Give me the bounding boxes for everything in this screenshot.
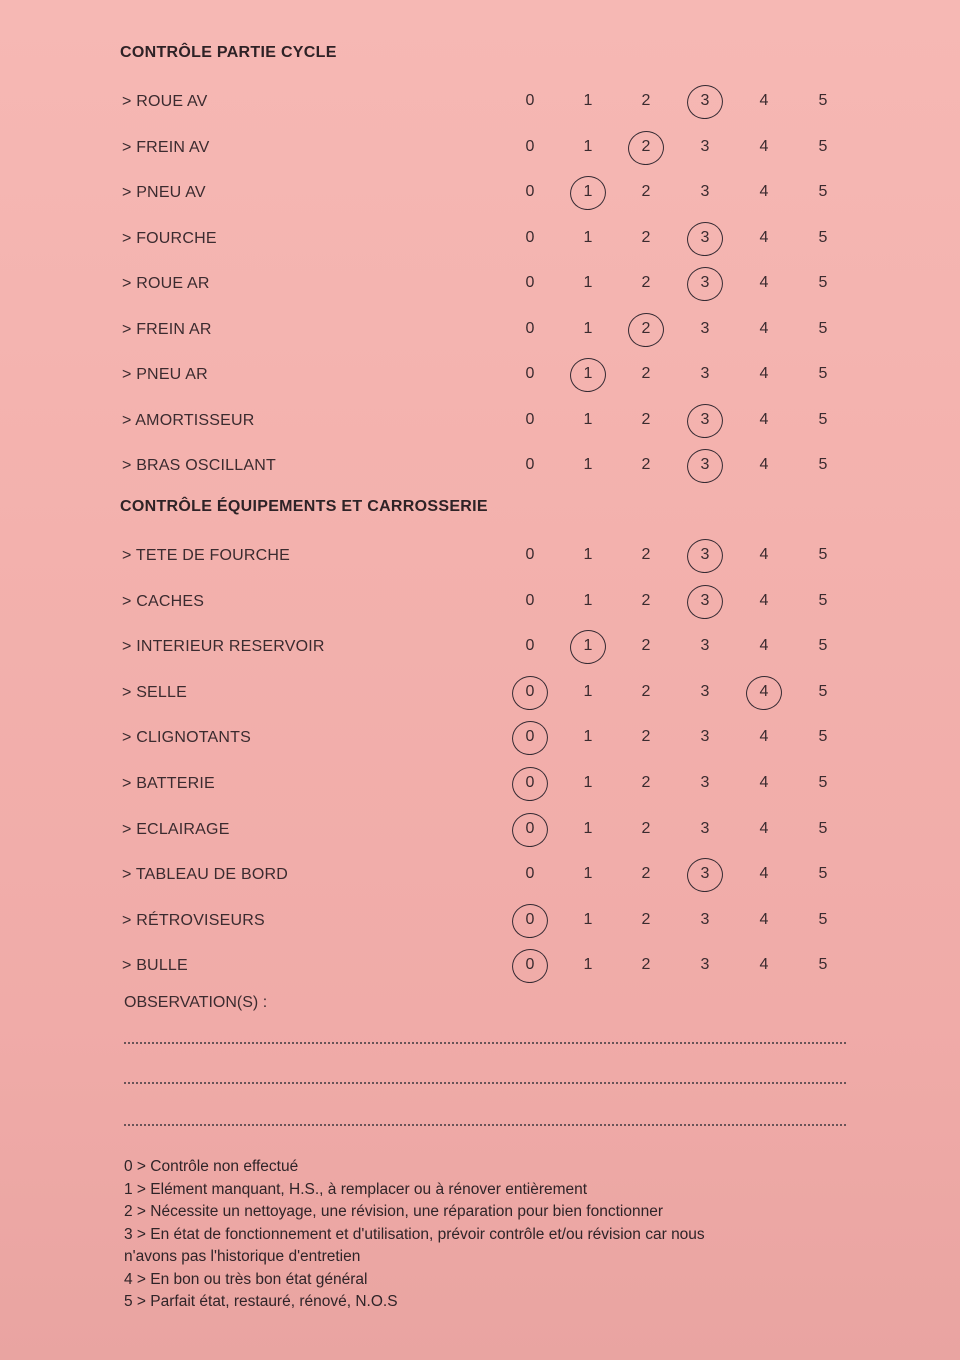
score-option-3[interactable]: 3	[693, 592, 717, 610]
checklist-row	[0, 589, 960, 619]
score-option-5[interactable]: 5	[818, 637, 828, 655]
score-option-4[interactable]: 4	[759, 92, 769, 109]
score-option-3[interactable]: 3	[700, 910, 710, 928]
checklist-item-label: > SELLE	[122, 683, 188, 701]
score-option-4[interactable]: 4	[759, 183, 769, 200]
score-option-1[interactable]: 1	[583, 410, 593, 428]
score-option-0[interactable]: 0	[518, 820, 542, 838]
checklist-item-label: > CLIGNOTANTS	[122, 729, 251, 747]
checklist-item-label: > INTERIEUR RESERVOIR	[122, 638, 325, 656]
checklist-row	[0, 953, 960, 983]
score-option-3[interactable]: 3	[700, 183, 710, 200]
score-option-3[interactable]: 3	[700, 956, 710, 974]
checklist-row	[0, 862, 960, 892]
legend-line: 1 > Elément manquant, H.S., à remplacer ou à rénover entièrement	[124, 1180, 588, 1198]
score-option-3[interactable]: 3	[700, 365, 710, 382]
score-option-2[interactable]: 2	[641, 956, 651, 974]
score-option-4[interactable]: 4	[759, 365, 769, 382]
score-option-2[interactable]: 2	[641, 865, 651, 883]
score-option-4[interactable]: 4	[759, 819, 769, 837]
score-option-0[interactable]: 0	[525, 319, 535, 337]
score-option-0[interactable]: 0	[525, 274, 535, 291]
score-option-3[interactable]: 3	[700, 682, 710, 700]
checklist-item-label: > FREIN AV	[122, 138, 210, 156]
score-option-5[interactable]: 5	[818, 591, 828, 609]
score-option-4[interactable]: 4	[752, 683, 776, 701]
score-option-4[interactable]: 4	[759, 774, 769, 791]
score-option-1[interactable]: 1	[583, 274, 593, 291]
score-option-5[interactable]: 5	[818, 819, 828, 837]
score-option-1[interactable]: 1	[583, 728, 593, 746]
score-option-4[interactable]: 4	[759, 410, 769, 428]
score-option-1[interactable]: 1	[583, 228, 593, 246]
score-option-4[interactable]: 4	[759, 591, 769, 609]
score-option-4[interactable]: 4	[759, 637, 769, 655]
score-option-5[interactable]: 5	[818, 274, 828, 291]
checklist-item-label: > BULLE	[122, 957, 188, 975]
checklist-item-label: > TETE DE FOURCHE	[122, 547, 291, 564]
score-option-2[interactable]: 2	[641, 910, 651, 928]
score-option-4[interactable]: 4	[759, 319, 769, 337]
score-option-3[interactable]: 3	[693, 274, 717, 292]
checklist-row	[0, 226, 960, 256]
score-option-3[interactable]: 3	[693, 92, 717, 110]
checklist-row	[0, 317, 960, 347]
score-option-5[interactable]: 5	[818, 183, 828, 200]
score-option-0[interactable]: 0	[525, 546, 535, 563]
score-option-2[interactable]: 2	[641, 228, 651, 246]
score-option-1[interactable]: 1	[583, 137, 593, 155]
legend-line: 0 > Contrôle non effectué	[124, 1158, 299, 1175]
checklist-row	[0, 362, 960, 392]
checklist-item-label: > FREIN AR	[122, 320, 212, 338]
score-option-2[interactable]: 2	[634, 138, 658, 156]
score-option-3[interactable]: 3	[700, 319, 710, 337]
checklist-row	[0, 89, 960, 119]
score-option-3[interactable]: 3	[700, 819, 710, 837]
score-option-4[interactable]: 4	[759, 728, 769, 746]
score-option-5[interactable]: 5	[818, 682, 828, 700]
score-option-0[interactable]: 0	[525, 183, 535, 200]
checklist-item-label: > ROUE AV	[122, 93, 208, 110]
score-option-3[interactable]: 3	[693, 411, 717, 429]
checklist-row	[0, 908, 960, 938]
score-option-5[interactable]: 5	[818, 410, 828, 428]
score-option-0[interactable]: 0	[525, 865, 535, 883]
score-option-5[interactable]: 5	[818, 728, 828, 746]
score-option-5[interactable]: 5	[818, 228, 828, 246]
score-option-2[interactable]: 2	[641, 774, 651, 791]
checklist-row	[0, 771, 960, 801]
score-option-1[interactable]: 1	[576, 183, 600, 201]
observation-line-2[interactable]	[124, 1082, 846, 1084]
score-option-5[interactable]: 5	[818, 546, 828, 563]
score-option-1[interactable]: 1	[576, 365, 600, 383]
checklist-row	[0, 817, 960, 847]
score-option-5[interactable]: 5	[818, 137, 828, 155]
score-option-0[interactable]: 0	[525, 92, 535, 109]
score-option-2[interactable]: 2	[641, 410, 651, 428]
score-option-0[interactable]: 0	[518, 683, 542, 701]
score-option-5[interactable]: 5	[818, 956, 828, 974]
score-option-5[interactable]: 5	[818, 319, 828, 337]
score-option-0[interactable]: 0	[518, 774, 542, 792]
score-option-2[interactable]: 2	[641, 274, 651, 291]
score-option-4[interactable]: 4	[759, 228, 769, 246]
score-option-4[interactable]: 4	[759, 137, 769, 155]
score-option-5[interactable]: 5	[818, 365, 828, 382]
score-option-2[interactable]: 2	[641, 92, 651, 109]
legend-line: 2 > Nécessite un nettoyage, une révision, une réparation pour bien fonctionner	[124, 1203, 663, 1220]
score-option-1[interactable]: 1	[583, 546, 593, 563]
score-option-2[interactable]: 2	[641, 591, 651, 609]
checklist-item-label: > BRAS OSCILLANT	[122, 457, 276, 474]
score-option-4[interactable]: 4	[759, 274, 769, 291]
score-option-1[interactable]: 1	[583, 819, 593, 837]
score-option-1[interactable]: 1	[583, 910, 593, 928]
legend-line: 3 > En état de fonctionnement et d'utilisation, prévoir contrôle et/ou révision car nous	[124, 1225, 705, 1243]
observation-line-1[interactable]	[124, 1042, 846, 1044]
score-option-1[interactable]: 1	[583, 591, 593, 609]
legend-line: 4 > En bon ou très bon état général	[124, 1270, 368, 1288]
score-option-2[interactable]: 2	[641, 546, 651, 563]
score-option-2[interactable]: 2	[641, 183, 651, 200]
score-option-0[interactable]: 0	[525, 228, 535, 246]
checklist-row	[0, 180, 960, 210]
score-option-0[interactable]: 0	[525, 410, 535, 428]
checklist-row	[0, 453, 960, 483]
score-option-1[interactable]: 1	[583, 92, 593, 109]
score-option-2[interactable]: 2	[641, 637, 651, 655]
checklist-item-label: > ROUE AR	[122, 275, 210, 292]
checklist-row	[0, 725, 960, 755]
checklist-item-label: > PNEU AV	[122, 184, 206, 201]
legend-line: 5 > Parfait état, restauré, rénové, N.O.S	[124, 1293, 398, 1310]
score-option-0[interactable]: 0	[525, 365, 535, 382]
score-option-2[interactable]: 2	[641, 682, 651, 700]
checklist-row	[0, 271, 960, 301]
score-option-0[interactable]: 0	[525, 591, 535, 609]
score-option-5[interactable]: 5	[818, 774, 828, 791]
checklist-row	[0, 543, 960, 573]
observation-line-3[interactable]	[124, 1124, 846, 1126]
score-option-5[interactable]: 5	[818, 910, 828, 928]
section-title-equipment: CONTRÔLE ÉQUIPEMENTS ET CARROSSERIE	[120, 498, 488, 515]
checklist-item-label: > CACHES	[122, 592, 205, 610]
score-option-3[interactable]: 3	[693, 546, 717, 564]
score-option-3[interactable]: 3	[700, 728, 710, 746]
score-option-1[interactable]: 1	[576, 637, 600, 655]
score-option-1[interactable]: 1	[583, 774, 593, 791]
score-option-4[interactable]: 4	[759, 910, 769, 928]
score-option-5[interactable]: 5	[818, 456, 828, 473]
score-option-0[interactable]: 0	[525, 137, 535, 155]
score-option-0[interactable]: 0	[525, 456, 535, 473]
checklist-item-label: > PNEU AR	[122, 366, 208, 383]
score-option-1[interactable]: 1	[583, 682, 593, 700]
score-option-3[interactable]: 3	[693, 865, 717, 883]
checklist-item-label: > BATTERIE	[122, 775, 215, 792]
score-option-3[interactable]: 3	[693, 229, 717, 247]
checklist-item-label: > RÉTROVISEURS	[122, 911, 265, 929]
score-option-4[interactable]: 4	[759, 546, 769, 563]
checklist-item-label: > ECLAIRAGE	[122, 820, 230, 838]
section-title-cycle: CONTRÔLE PARTIE CYCLE	[120, 44, 337, 61]
score-option-5[interactable]: 5	[818, 865, 828, 883]
checklist-row	[0, 680, 960, 710]
legend-line: n'avons pas l'historique d'entretien	[124, 1248, 361, 1265]
checklist-item-label: > TABLEAU DE BORD	[122, 866, 288, 884]
score-option-3[interactable]: 3	[700, 637, 710, 655]
score-option-2[interactable]: 2	[634, 320, 658, 338]
score-option-0[interactable]: 0	[525, 637, 535, 655]
score-option-0[interactable]: 0	[518, 911, 542, 929]
score-option-5[interactable]: 5	[818, 92, 828, 109]
score-option-4[interactable]: 4	[759, 956, 769, 974]
score-option-1[interactable]: 1	[583, 319, 593, 337]
score-option-1[interactable]: 1	[583, 956, 593, 974]
score-option-2[interactable]: 2	[641, 456, 651, 473]
score-option-3[interactable]: 3	[700, 774, 710, 791]
score-option-3[interactable]: 3	[700, 137, 710, 155]
score-option-4[interactable]: 4	[759, 456, 769, 473]
score-option-3[interactable]: 3	[693, 456, 717, 474]
checklist-row	[0, 634, 960, 664]
score-option-1[interactable]: 1	[583, 456, 593, 473]
checklist-row	[0, 408, 960, 438]
score-legend	[124, 1156, 844, 1314]
score-option-4[interactable]: 4	[759, 865, 769, 883]
observations-label: OBSERVATION(S) :	[124, 994, 268, 1011]
score-option-0[interactable]: 0	[518, 956, 542, 974]
checklist-item-label: > FOURCHE	[122, 229, 217, 247]
checklist-item-label: > AMORTISSEUR	[122, 411, 255, 429]
score-option-1[interactable]: 1	[583, 865, 593, 883]
score-option-2[interactable]: 2	[641, 728, 651, 746]
checklist-row	[0, 135, 960, 165]
score-option-0[interactable]: 0	[518, 728, 542, 746]
score-option-2[interactable]: 2	[641, 365, 651, 382]
score-option-2[interactable]: 2	[641, 819, 651, 837]
